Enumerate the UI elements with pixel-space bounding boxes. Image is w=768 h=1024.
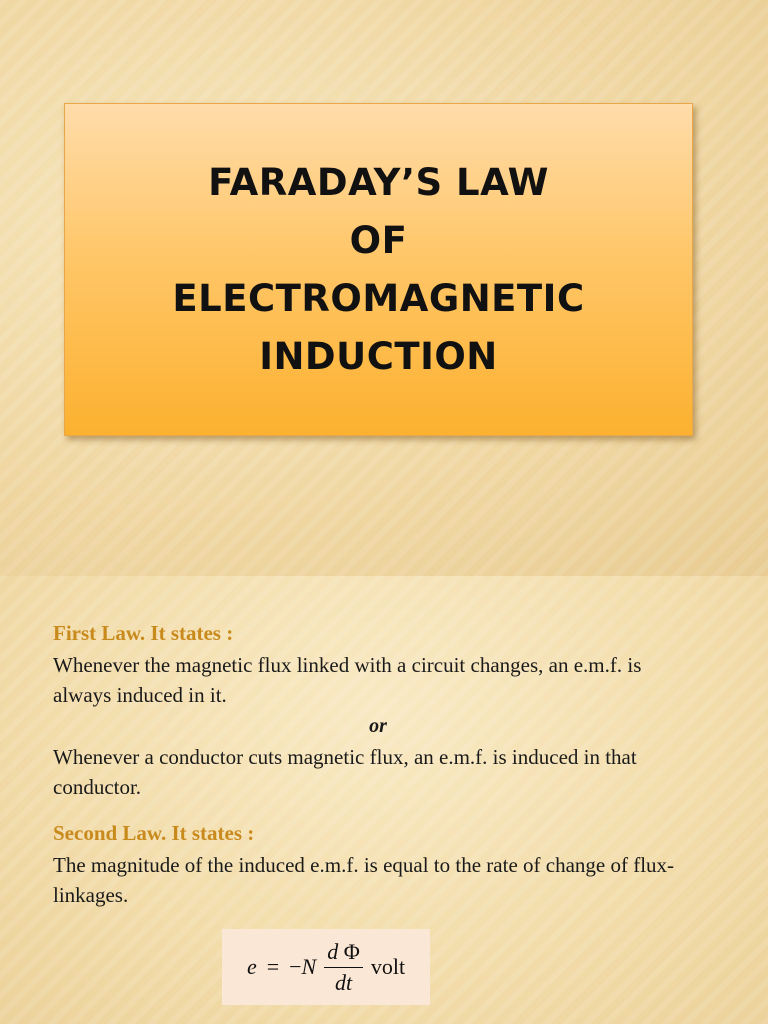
formula [247, 939, 405, 996]
formula-equals: = [266, 954, 280, 979]
formula-denominator: dt [334, 969, 353, 995]
formula-box [222, 929, 430, 1005]
title-line-3: ELECTROMAGNETIC [172, 276, 585, 320]
formula-minus: − [289, 954, 302, 979]
second-law-heading: Second Law. It states : [53, 821, 255, 845]
formula-coefficient: N [301, 954, 317, 979]
or-separator: or [369, 715, 387, 737]
first-law-text-1: Whenever the magnetic flux linked with a circuit changes, an e.m.f. is always induced in it. [53, 653, 642, 707]
formula-unit: volt [370, 954, 406, 979]
laws-content [53, 616, 703, 910]
formula-fraction [324, 939, 363, 996]
formula-numerator [324, 939, 363, 968]
title-line-2: OF [349, 218, 408, 262]
title-line-1: FARADAY’S LAW [208, 160, 549, 204]
title-box [64, 103, 693, 436]
formula-lhs: e [246, 954, 257, 979]
laws-slide [0, 576, 768, 1024]
second-law-text: The magnitude of the induced e.m.f. is equal to the rate of change of flux-linkages. [53, 853, 675, 907]
first-law-heading: First Law. It states : [53, 621, 234, 645]
first-law-text-2: Whenever a conductor cuts magnetic flux, an e.m.f. is induced in that conductor. [53, 745, 637, 799]
formula-num-d: d [327, 938, 339, 964]
formula-num-phi: Φ [343, 938, 360, 964]
title-line-4: INDUCTION [259, 334, 498, 378]
